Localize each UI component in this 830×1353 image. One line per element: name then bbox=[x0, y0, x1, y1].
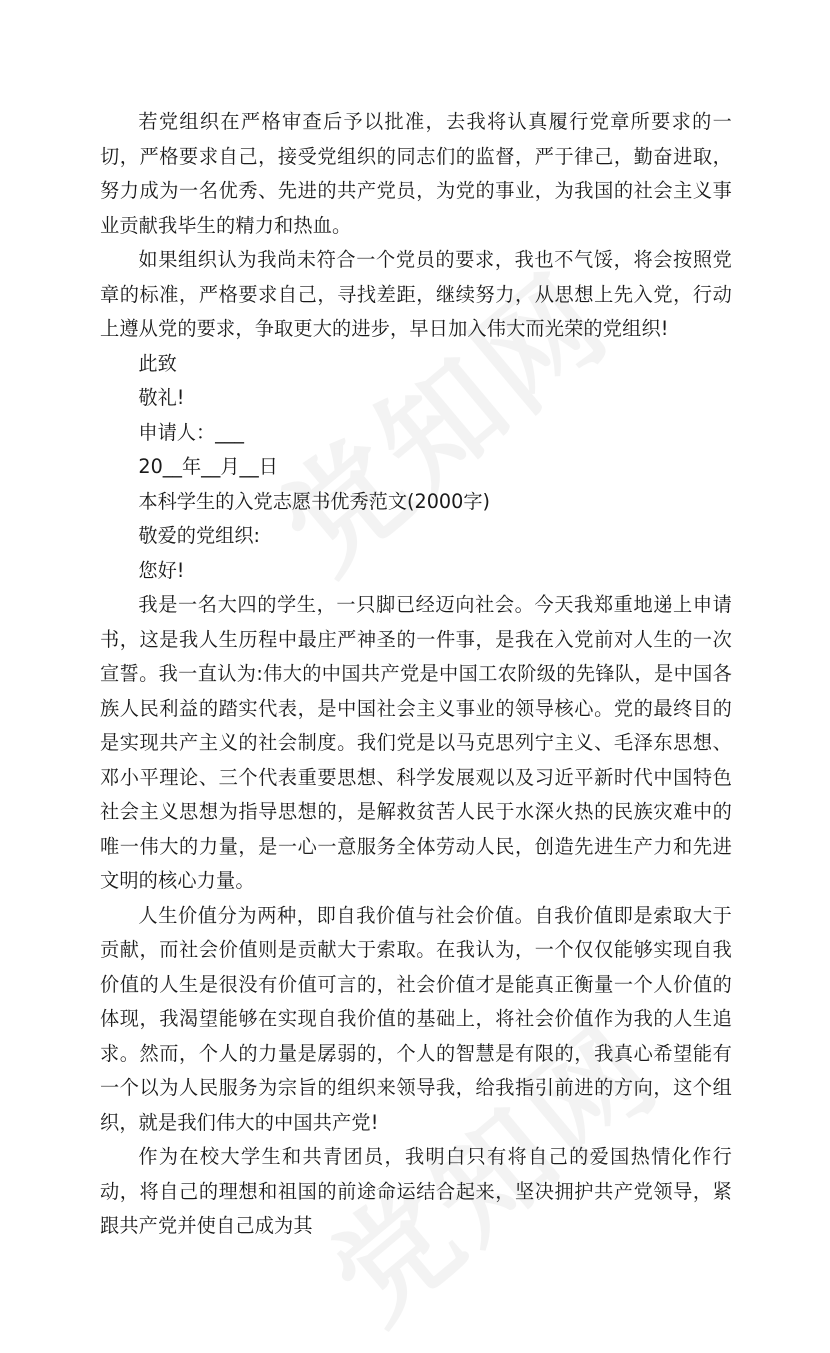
document-page bbox=[100, 105, 732, 1244]
salute-text: 敬礼! bbox=[138, 386, 185, 409]
section-title: 本科学生的入党志愿书优秀范文(2000字) bbox=[138, 489, 491, 513]
paragraph-approval: 若党组织在严格审查后予以批准，去我将认真履行党章所要求的一切，严格要求自己，接受党组织的同志们的监督，严于律己，勤奋进取，努力成为一名优秀、先进的共产党员，为党的事业，为我国的社会主义事业贡献我毕生的精力和热血。 bbox=[100, 110, 732, 237]
closing-text: 此致 bbox=[138, 351, 177, 375]
date-line: 20__年__月__日 bbox=[138, 455, 278, 478]
greeting-text: 敬爱的党组织: bbox=[138, 524, 260, 547]
paragraph-student: 作为在校大学生和共青团员，我明白只有将自己的爱国热情化作行动，将自己的理想和祖国的前途命运结合起来，坚决拥护共产党领导，紧跟共产党并使自己成为其 bbox=[100, 1145, 732, 1237]
applicant-line: 申请人：___ bbox=[138, 420, 244, 444]
paragraph-intro: 我是一名大四的学生，一只脚已经迈向社会。今天我郑重地递上申请书，这是我人生历程中最庄严神圣的一件事，是我在入党前对人生的一次宣誓。我一直认为:伟大的中国共产党是中国工农阶级的先锋队，是中国各族人民利益的踏实代表，是中国社会主义事业的领导核心。党的最终目的是实现共产主义的社会制度。我们党是以马克思列宁主义、毛泽东思想、邓小平理论、三个代表重要思想、科学发展观以及习近平新时代中国特色社会主义思想为指导思想的，是解救贫苦人民于水深火热的民族灾难中的唯一伟大的力量，是一心一意服务全体劳动人民，创造先进生产力和先进文明的核心力量。 bbox=[100, 593, 732, 892]
paragraph-life-value: 人生价值分为两种，即自我价值与社会价值。自我价值即是索取大于贡献，而社会价值则是贡献大于索取。在我认为，一个仅仅能够实现自我价值的人生是很没有价值可言的，社会价值才是能真正衡量一个人价值的体现，我渴望能够在实现自我价值的基础上，将社会价值作为我的人生追求。然而，个人的力量是孱弱的，个人的智慧是有限的，我真心希望能有一个以为人民服务为宗旨的组织来领导我，给我指引前进的方向，这个组织，就是我们伟大的中国共产党! bbox=[100, 903, 732, 1134]
hello-text: 您好! bbox=[138, 558, 185, 582]
paragraph-if-not-qualified: 如果组织认为我尚未符合一个党员的要求，我也不气馁，将会按照党章的标准，严格要求自己，寻找差距，继续努力，从思想上先入党，行动上遵从党的要求，争取更大的进步，早日加入伟大而光荣的党组织! bbox=[100, 248, 732, 340]
